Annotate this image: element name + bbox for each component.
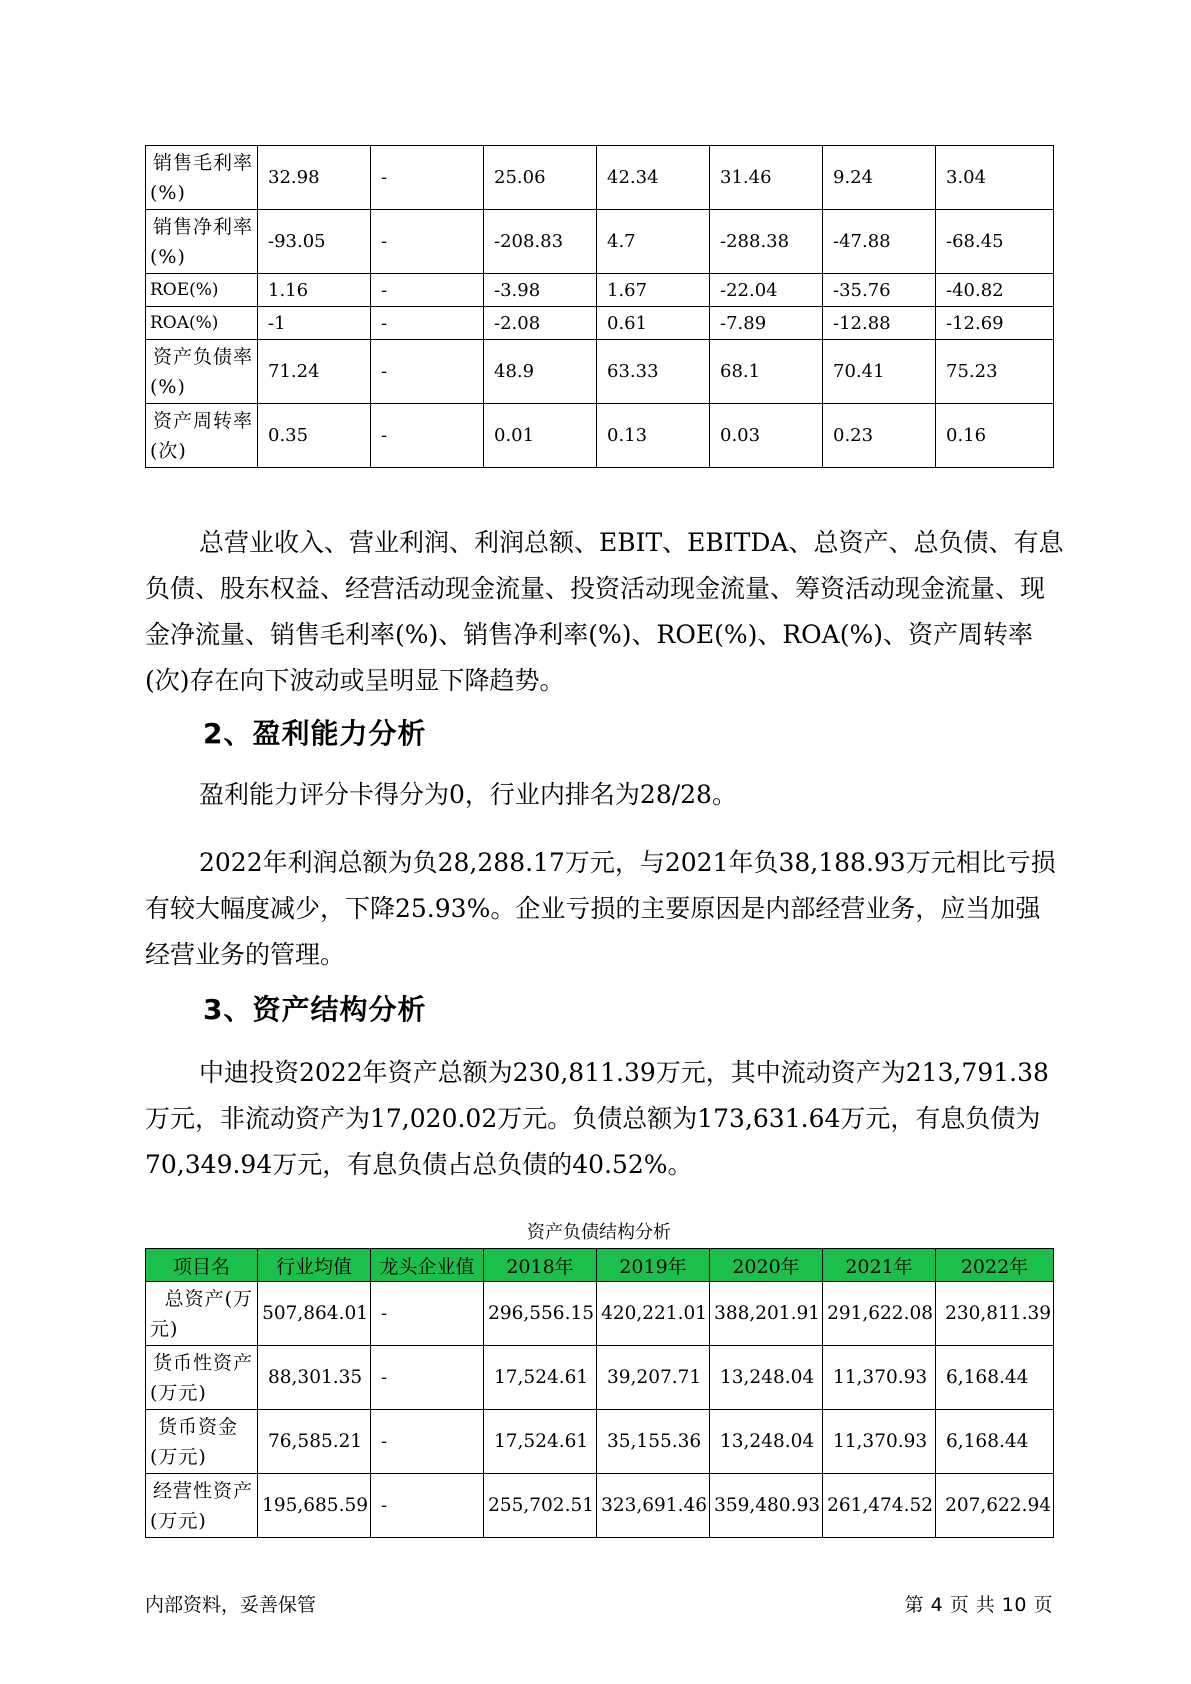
leader-cell: - bbox=[371, 1346, 484, 1410]
table-row bbox=[146, 340, 1054, 404]
footer-confidential-note: 内部资料，妥善保管 bbox=[145, 1594, 317, 1616]
y2020-cell: 13,248.04 bbox=[710, 1346, 823, 1410]
y2019-cell: 39,207.71 bbox=[597, 1346, 710, 1410]
row-label: 货币性资产 (万元) bbox=[146, 1346, 258, 1410]
y2020-cell: -7.89 bbox=[710, 307, 823, 340]
row-label: 总资产(万 元) bbox=[146, 1282, 258, 1346]
y2022-cell: -12.69 bbox=[936, 307, 1054, 340]
table-caption: 资产负债结构分析 bbox=[527, 1222, 671, 1243]
y2019-cell: 4.7 bbox=[597, 210, 710, 274]
table-row bbox=[146, 1282, 1054, 1346]
industry-avg-cell: 195,685.59 bbox=[258, 1474, 371, 1538]
column-header: 2020年 bbox=[710, 1249, 823, 1282]
y2021-cell: 0.23 bbox=[823, 404, 936, 468]
leader-cell: - bbox=[371, 1282, 484, 1346]
table-row bbox=[146, 274, 1054, 307]
row-label: 销售毛利率 (%) bbox=[146, 146, 258, 210]
industry-avg-cell: 1.16 bbox=[258, 274, 371, 307]
y2021-cell: 70.41 bbox=[823, 340, 936, 404]
y2022-cell: -40.82 bbox=[936, 274, 1054, 307]
row-label: ROA(%) bbox=[146, 307, 258, 340]
y2018-cell: 0.01 bbox=[484, 404, 597, 468]
y2022-cell: 6,168.44 bbox=[936, 1410, 1054, 1474]
y2021-cell: 261,474.52 bbox=[823, 1474, 936, 1538]
profitability-score-paragraph: 盈利能力评分卡得分为0，行业内排名为28/28。 bbox=[199, 780, 737, 809]
section-heading-profitability: 2、盈利能力分析 bbox=[203, 717, 427, 750]
y2019-cell: 35,155.36 bbox=[597, 1410, 710, 1474]
y2020-cell: 13,248.04 bbox=[710, 1410, 823, 1474]
asset-structure-paragraph: 中迪投资2022年资产总额为230,811.39万元，其中流动资产为213,791.38万元，非流动资产为17,020.02万元。负债总额为173,631.64万元，有息负债为70,349.94万元，有息负债占总负债的40.52%。 bbox=[145, 1058, 1049, 1179]
y2021-cell: 11,370.93 bbox=[823, 1410, 936, 1474]
row-label: ROE(%) bbox=[146, 274, 258, 307]
table-header-row bbox=[146, 1249, 1054, 1282]
leader-cell: - bbox=[371, 307, 484, 340]
y2019-cell: 323,691.46 bbox=[597, 1474, 710, 1538]
y2020-cell: -22.04 bbox=[710, 274, 823, 307]
column-header: 2022年 bbox=[936, 1249, 1054, 1282]
leader-cell: - bbox=[371, 1410, 484, 1474]
y2018-cell: -3.98 bbox=[484, 274, 597, 307]
table-row bbox=[146, 146, 1054, 210]
table-row bbox=[146, 1474, 1054, 1538]
leader-cell: - bbox=[371, 340, 484, 404]
leader-cell: - bbox=[371, 404, 484, 468]
y2022-cell: 3.04 bbox=[936, 146, 1054, 210]
leader-cell: - bbox=[371, 210, 484, 274]
y2018-cell: 17,524.61 bbox=[484, 1410, 597, 1474]
y2021-cell: -47.88 bbox=[823, 210, 936, 274]
industry-avg-cell: 32.98 bbox=[258, 146, 371, 210]
table-row bbox=[146, 404, 1054, 468]
industry-avg-cell: -93.05 bbox=[258, 210, 371, 274]
y2020-cell: 359,480.93 bbox=[710, 1474, 823, 1538]
y2019-cell: 0.61 bbox=[597, 307, 710, 340]
leader-cell: - bbox=[371, 274, 484, 307]
y2018-cell: 17,524.61 bbox=[484, 1346, 597, 1410]
y2022-cell: 0.16 bbox=[936, 404, 1054, 468]
industry-avg-cell: 88,301.35 bbox=[258, 1346, 371, 1410]
y2020-cell: 0.03 bbox=[710, 404, 823, 468]
industry-avg-cell: 71.24 bbox=[258, 340, 371, 404]
table-row bbox=[146, 1410, 1054, 1474]
y2019-cell: 0.13 bbox=[597, 404, 710, 468]
y2021-cell: -35.76 bbox=[823, 274, 936, 307]
table-row bbox=[146, 1346, 1054, 1410]
y2019-cell: 63.33 bbox=[597, 340, 710, 404]
row-label: 经营性资产 (万元) bbox=[146, 1474, 258, 1538]
y2018-cell: 296,556.15 bbox=[484, 1282, 597, 1346]
y2018-cell: 255,702.51 bbox=[484, 1474, 597, 1538]
asset-liability-table bbox=[145, 1248, 1054, 1538]
y2019-cell: 420,221.01 bbox=[597, 1282, 710, 1346]
y2022-cell: 6,168.44 bbox=[936, 1346, 1054, 1410]
y2019-cell: 42.34 bbox=[597, 146, 710, 210]
row-label: 销售净利率 (%) bbox=[146, 210, 258, 274]
y2018-cell: -2.08 bbox=[484, 307, 597, 340]
leader-cell: - bbox=[371, 146, 484, 210]
y2021-cell: 9.24 bbox=[823, 146, 936, 210]
profitability-detail-paragraph: 2022年利润总额为负28,288.17万元，与2021年负38,188.93万元相比亏损有较大幅度减少，下降25.93%。企业亏损的主要原因是内部经营业务，应当加强经营业务的管理。 bbox=[145, 848, 1056, 969]
y2021-cell: 11,370.93 bbox=[823, 1346, 936, 1410]
table-row bbox=[146, 307, 1054, 340]
y2021-cell: 291,622.08 bbox=[823, 1282, 936, 1346]
row-label: 资产周转率 (次) bbox=[146, 404, 258, 468]
y2020-cell: -288.38 bbox=[710, 210, 823, 274]
y2018-cell: -208.83 bbox=[484, 210, 597, 274]
column-header: 2021年 bbox=[823, 1249, 936, 1282]
column-header: 龙头企业值 bbox=[371, 1249, 484, 1282]
column-header: 2019年 bbox=[597, 1249, 710, 1282]
column-header: 行业均值 bbox=[258, 1249, 371, 1282]
section-heading-asset-structure: 3、资产结构分析 bbox=[203, 993, 427, 1026]
industry-avg-cell: 0.35 bbox=[258, 404, 371, 468]
row-label: 货币资金 (万元) bbox=[146, 1410, 258, 1474]
y2022-cell: 75.23 bbox=[936, 340, 1054, 404]
industry-avg-cell: -1 bbox=[258, 307, 371, 340]
industry-avg-cell: 507,864.01 bbox=[258, 1282, 371, 1346]
page-number: 第 4 页 共 10 页 bbox=[904, 1594, 1053, 1616]
y2020-cell: 388,201.91 bbox=[710, 1282, 823, 1346]
y2021-cell: -12.88 bbox=[823, 307, 936, 340]
y2022-cell: 207,622.94 bbox=[936, 1474, 1054, 1538]
leader-cell: - bbox=[371, 1474, 484, 1538]
ratio-table bbox=[145, 145, 1054, 468]
industry-avg-cell: 76,585.21 bbox=[258, 1410, 371, 1474]
y2019-cell: 1.67 bbox=[597, 274, 710, 307]
y2022-cell: -68.45 bbox=[936, 210, 1054, 274]
row-label: 资产负债率 (%) bbox=[146, 340, 258, 404]
y2020-cell: 31.46 bbox=[710, 146, 823, 210]
y2018-cell: 25.06 bbox=[484, 146, 597, 210]
y2020-cell: 68.1 bbox=[710, 340, 823, 404]
column-header: 项目名 bbox=[146, 1249, 258, 1282]
y2022-cell: 230,811.39 bbox=[936, 1282, 1054, 1346]
column-header: 2018年 bbox=[484, 1249, 597, 1282]
y2018-cell: 48.9 bbox=[484, 340, 597, 404]
table-row bbox=[146, 210, 1054, 274]
trend-summary-paragraph: 总营业收入、营业利润、利润总额、EBIT、EBITDA、总资产、总负债、有息负债、股东权益、经营活动现金流量、投资活动现金流量、筹资活动现金流量、现金净流量、销售毛利率(%)、销售净利率(%)、ROE(%)、ROA(%)、资产周转率(次)存在向下波动或呈明显下降趋势。 bbox=[145, 528, 1064, 695]
